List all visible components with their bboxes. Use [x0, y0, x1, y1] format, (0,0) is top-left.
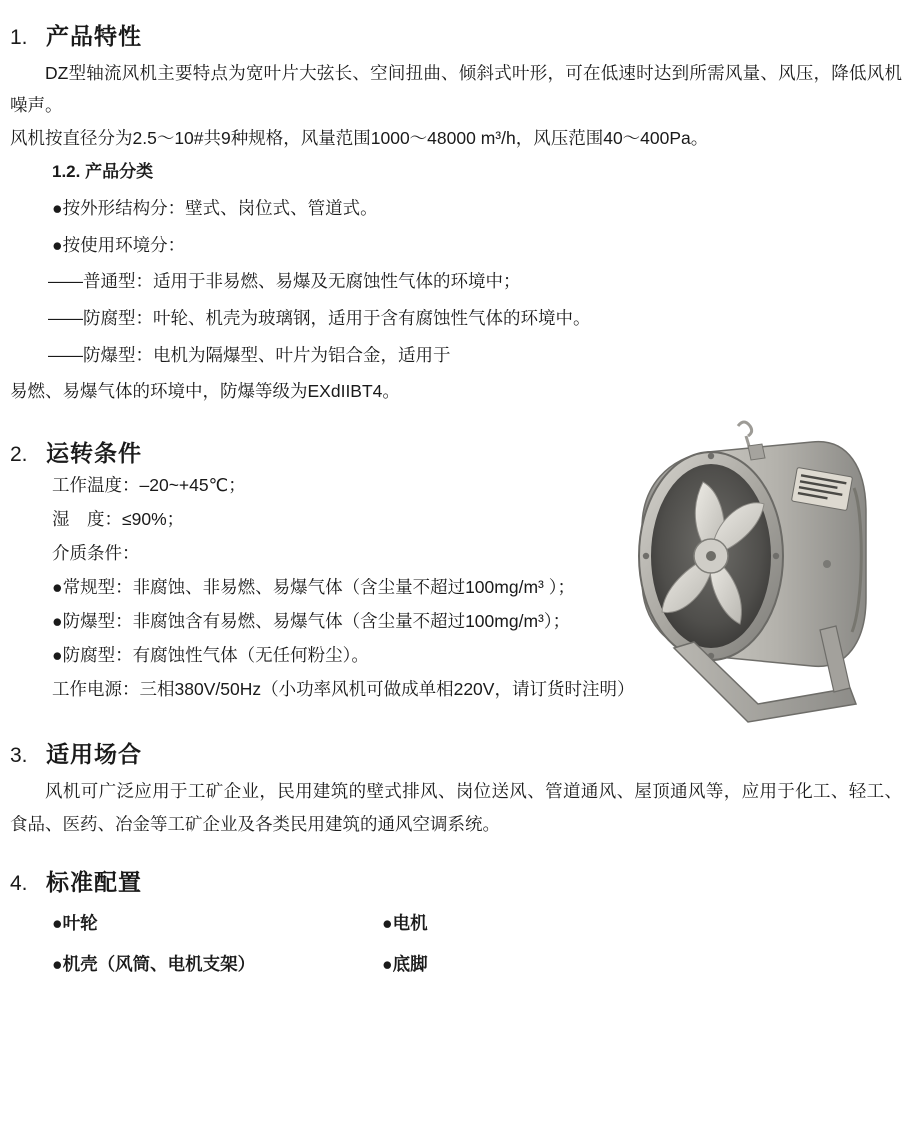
section-1-paragraph-1: DZ型轴流风机主要特点为宽叶片大弦长、空间扭曲、倾斜式叶形，可在低速时达到所需风量、风压，降低风机噪声。 — [10, 63, 902, 116]
section-2-title: 运转条件 — [46, 439, 142, 466]
section-1-dash-3: ——防爆型：电机为隔爆型、叶片为铝合金，适用于 — [48, 344, 451, 365]
section-2-line-1: 工作温度：–20~+45℃； — [52, 474, 246, 495]
section-1-bullet-2: ●按使用环境分： — [52, 234, 186, 255]
section-1-paragraph-2: 风机按直径分为2.5～10#共9种规格，风量范围1000～48000 m³/h，风压范围40～400Pa。 — [10, 127, 709, 148]
section-1-title: 产品特性 — [46, 23, 142, 49]
config-item-3: ●机壳（风筒、电机支架） — [52, 954, 256, 975]
section-2-line-4: ●常规型：非腐蚀、非易燃、易爆气体（含尘量不超过100mg/m³ ）； — [52, 576, 575, 597]
section-3-heading — [0, 736, 910, 769]
config-item-2: ●电机 — [382, 913, 428, 934]
section-1-dash-2: ——防腐型：叶轮、机壳为玻璃钢，适用于含有腐蚀性气体的环境中。 — [48, 308, 591, 329]
section-4-title: 标准配置 — [46, 869, 142, 896]
section-4-heading — [0, 864, 910, 897]
section-2-number: 2. — [10, 442, 28, 466]
config-item-1: ●叶轮 — [52, 913, 98, 934]
section-1-dash-3-continued: 易燃、易爆气体的环境中，防爆等级为EXdIIBT4。 — [10, 380, 400, 401]
section-1-subheading: 1.2. 产品分类 — [52, 162, 154, 182]
section-1-dash-1: ——普通型：适用于非易燃、易爆及无腐蚀性气体的环境中； — [48, 271, 521, 292]
section-2-line-5: ●防爆型：非腐蚀含有易燃、易爆气体（含尘量不超过100mg/m³）； — [52, 611, 571, 632]
section-3-number: 3. — [10, 744, 28, 768]
section-2-line-2: 湿 度：≤90%； — [52, 508, 185, 529]
config-item-4: ●底脚 — [382, 954, 428, 975]
section-2-line-6: ●防腐型：有腐蚀性气体（无任何粉尘）。 — [52, 645, 369, 666]
section-1-heading — [0, 18, 910, 51]
section-3-paragraph-1: 风机可广泛应用于工矿企业，民用建筑的壁式排风、岗位送风、管道通风、屋顶通风等，应用于化工、轻工、食品、医药、冶金等工矿企业及各类民用建筑的通风空调系统。 — [10, 781, 902, 834]
document-page — [0, 18, 910, 1142]
section-2-line-3: 介质条件： — [52, 542, 140, 563]
section-1-bullet-1: ●按外形结构分：壁式、岗位式、管道式。 — [52, 197, 378, 218]
fan-illustration-icon — [598, 416, 886, 726]
section-4-items — [0, 907, 910, 982]
axial-flow-fan-photo — [598, 416, 886, 726]
section-1-number: 1. — [10, 26, 28, 49]
section-2-line-7: 工作电源：三相380V/50Hz（小功率风机可做成单相220V，请订货时注明） — [52, 679, 635, 700]
section-3-title: 适用场合 — [46, 741, 142, 768]
section-4-number: 4. — [10, 872, 28, 896]
section-1 — [0, 18, 910, 409]
